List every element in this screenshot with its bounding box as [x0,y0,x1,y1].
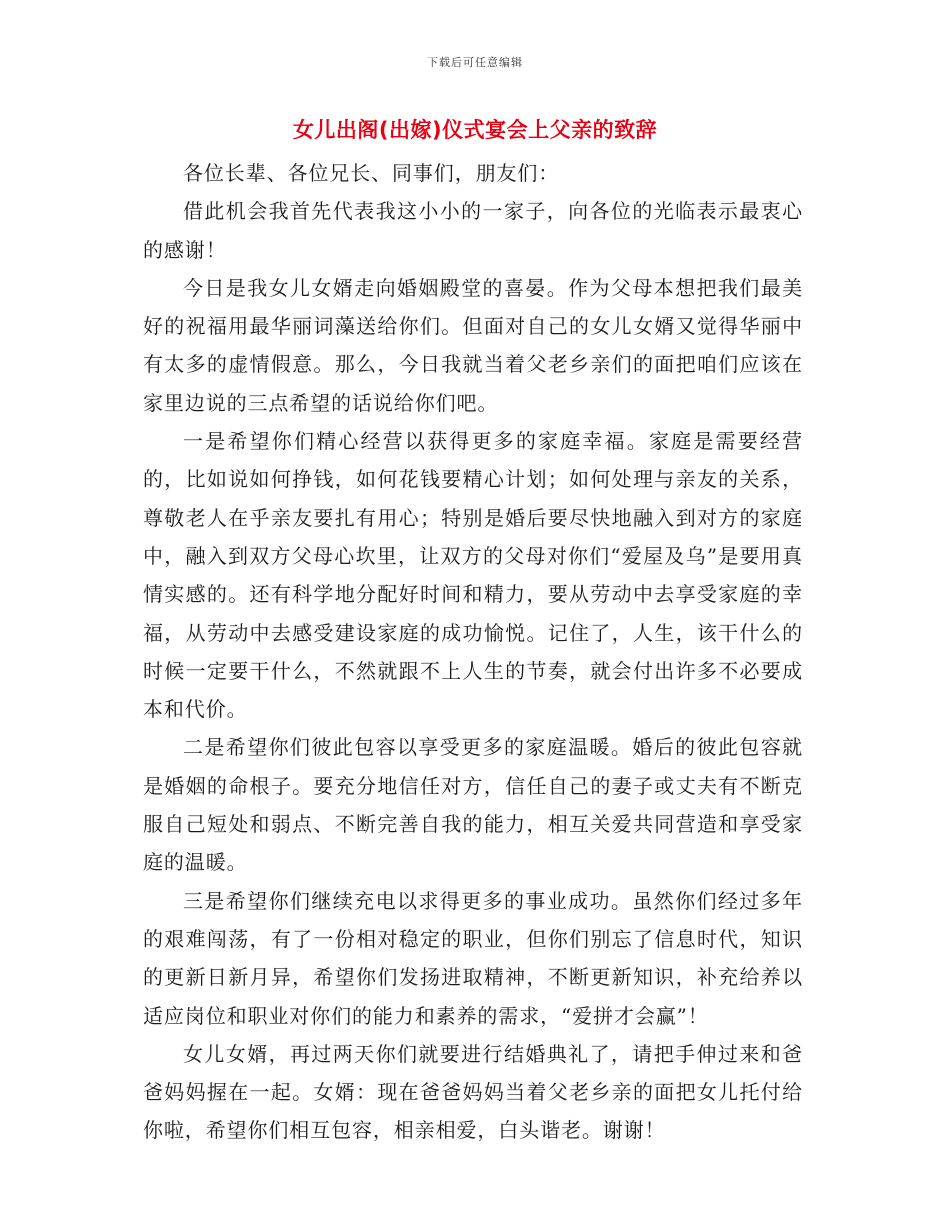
paragraph-thanks: 借此机会我首先代表我这小小的一家子，向各位的光临表示最衷心的感谢！ [143,199,803,262]
paragraph-hope-one: 一是希望你们精心经营以获得更多的家庭幸福。家庭是需要经营的，比如说如何挣钱，如何花钱要精心计划；如何处理与亲友的关系，尊敬老人在乎亲友要扎有用心；特别是婚后要尽快地融入到对方的家庭中，融入到双方父母心坎里，让双方的父母对你们“爱屋及乌”是要用真情实感的。还有科学地分配好时间和精力，要从劳动中去享受家庭的幸福，从劳动中去感受建设家庭的成功愉悦。记住了，人生，该干什么的时候一定要干什么，不然就跟不上人生的节奏，就会付出许多不必要成本和代价。 [143,429,803,722]
paragraph-intro: 今日是我女儿女婿走向婚姻殿堂的喜晏。作为父母本想把我们最美好的祝福用最华丽词藻送给你们。但面对自己的女儿女婿又觉得华丽中有太多的虚情假意。那么，今日我就当着父老乡亲们的面把咱们应该在家里边说的三点希望的话说给你们吧。 [143,275,803,415]
paragraph-hope-two: 二是希望你们彼此包容以享受更多的家庭温暖。婚后的彼此包容就是婚姻的命根子。要充分地信任对方，信任自己的妻子或丈夫有不断克服自己短处和弱点、不断完善自我的能力，相互关爱共同营造和享受家庭的温暖。 [143,735,803,875]
paragraph-hope-three: 三是希望你们继续充电以求得更多的事业成功。虽然你们经过多年的艰难闯荡，有了一份相对稳定的职业，但你们别忘了信息时代，知识的更新日新月异，希望你们发扬进取精神，不断更新知识，补充给养以适应岗位和职业对你们的能力和素养的需求，“爱拼才会赢”！ [143,888,803,1028]
paragraph-closing: 女儿女婿，再过两天你们就要进行结婚典礼了，请把手伸过来和爸爸妈妈握在一起。女婿：现在爸爸妈妈当着父老乡亲的面把女儿托付给你啦，希望你们相互包容，相亲相爱，白头谐老。谢谢！ [143,1041,803,1143]
paragraph-greeting: 各位长辈、各位兄长、同事们，朋友们： [183,161,560,185]
header-note: 下载后可任意编辑 [427,56,523,69]
document-title: 女儿出阁(出嫁)仪式宴会上父亲的致辞 [292,118,658,142]
document-body [143,154,803,1150]
